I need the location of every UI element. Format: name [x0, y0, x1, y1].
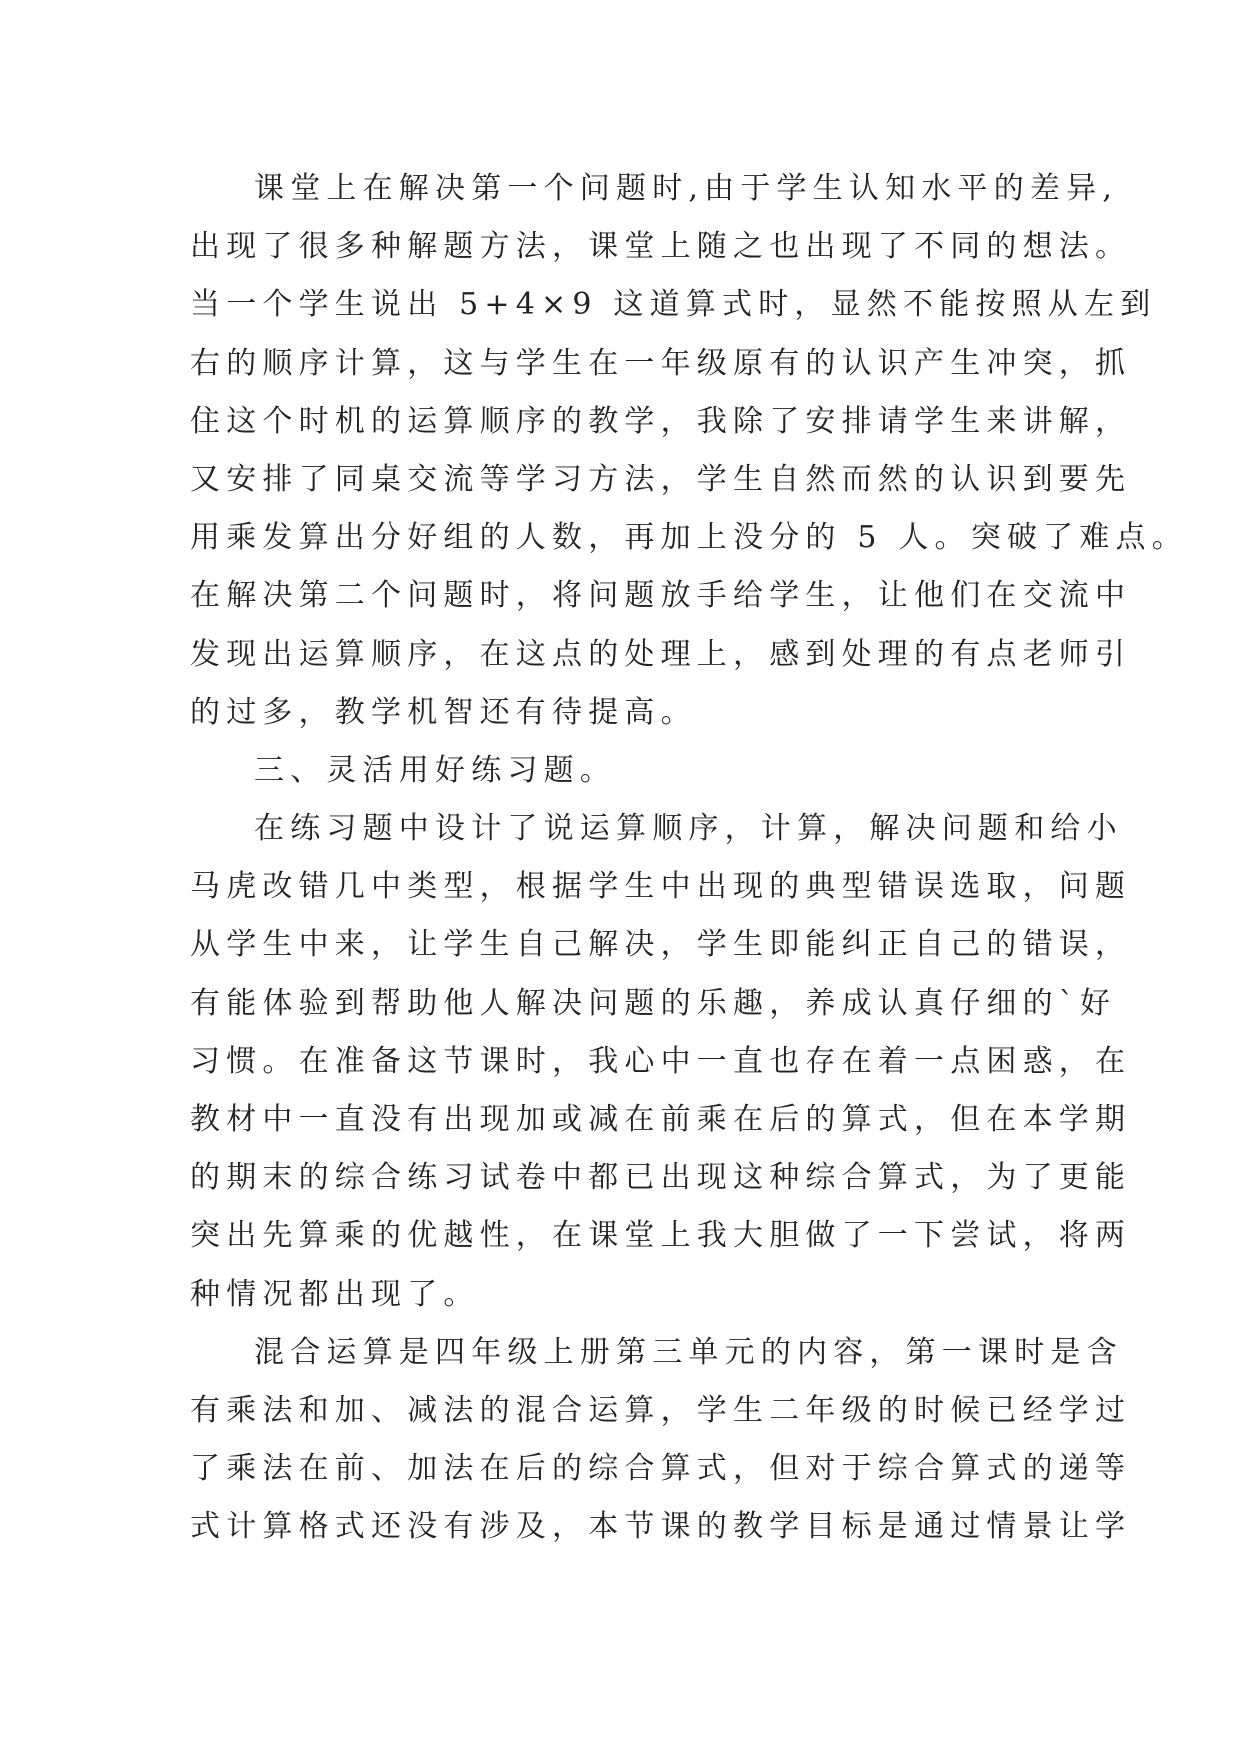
- text-line: 有乘法和加、减法的混合运算，学生二年级的时候已经学过: [190, 1392, 1132, 1428]
- text-line: 的期末的综合练习试卷中都已出现这种综合算式，为了更能: [190, 1160, 1132, 1196]
- text-line: 住这个时机的运算顺序的教学，我除了安排请学生来讲解，: [190, 403, 1132, 439]
- text-line: 又安排了同桌交流等学习方法，学生自然而然的认识到要先: [190, 461, 1132, 497]
- text-line: 当一个学生说出 5+4×9 这道算式时，显然不能按照从左到: [190, 287, 1157, 323]
- text-line: 的过多，教学机智还有待提高。: [190, 694, 697, 730]
- text-line: 了乘法在前、加法在后的综合算式，但对于综合算式的递等: [190, 1451, 1132, 1487]
- text-line: 在练习题中设计了说运算顺序，计算，解决问题和给小: [254, 811, 1123, 847]
- text-line: 习惯。在准备这节课时，我心中一直也存在着一点困惑，在: [190, 1043, 1132, 1079]
- text-line: 出现了很多种解题方法，课堂上随之也出现了不同的想法。: [190, 229, 1132, 265]
- text-line: 马虎改错几中类型，根据学生中出现的典型错误选取，问题: [190, 869, 1132, 905]
- text-line: 从学生中来，让学生自己解决，学生即能纠正自己的错误，: [190, 927, 1132, 963]
- text-line: 有能体验到帮助他人解决问题的乐趣，养成认真仔细的`好: [190, 985, 1117, 1021]
- text-line: 在解决第二个问题时，将问题放手给学生，让他们在交流中: [190, 578, 1132, 614]
- text-line: 式计算格式还没有涉及，本节课的教学目标是通过情景让学: [190, 1509, 1132, 1545]
- text-line: 发现出运算顺序，在这点的处理上，感到处理的有点老师引: [190, 636, 1132, 672]
- text-line: 突出先算乘的优越性，在课堂上我大胆做了一下尝试，将两: [190, 1218, 1132, 1254]
- section-heading: 三、灵活用好练习题。: [254, 752, 616, 788]
- text-line: 右的顺序计算，这与学生在一年级原有的认识产生冲突，抓: [190, 345, 1132, 381]
- text-line: 课堂上在解决第一个问题时,由于学生认知水平的差异,: [254, 171, 1119, 206]
- text-line: 混合运算是四年级上册第三单元的内容，第一课时是含: [254, 1334, 1123, 1370]
- text-line: 种情况都出现了。: [190, 1276, 480, 1312]
- body-text: [190, 160, 1188, 1557]
- text-line: 教材中一直没有出现加或减在前乘在后的算式，但在本学期: [190, 1102, 1132, 1137]
- text-line: 用乘发算出分好组的人数，再加上没分的 5 人。突破了难点。: [190, 520, 1188, 556]
